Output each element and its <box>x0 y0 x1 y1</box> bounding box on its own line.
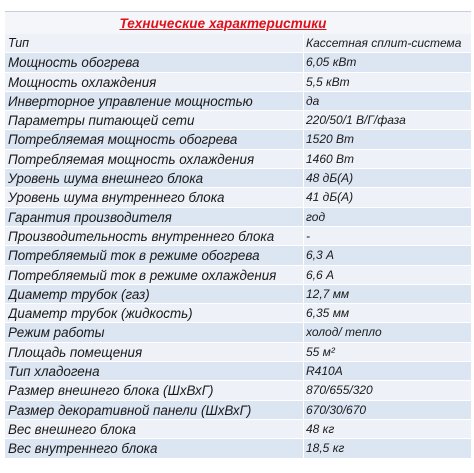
column-divider <box>303 323 304 342</box>
table-row <box>5 420 471 439</box>
parameter-value: 48 дБ(А) <box>306 171 354 186</box>
table-row <box>5 246 471 265</box>
column-divider <box>303 401 304 420</box>
parameter-value: 670/30/670 <box>306 402 367 417</box>
column-divider <box>303 420 304 439</box>
column-divider <box>303 439 304 458</box>
column-divider <box>303 150 304 169</box>
table-row <box>5 285 471 304</box>
table-row <box>5 401 471 420</box>
column-divider <box>303 266 304 285</box>
parameter-value: 41 дБ(А) <box>306 190 354 205</box>
parameter-value: холод/ тепло <box>306 325 382 340</box>
parameter-value: 220/50/1 В/Г/фаза <box>306 113 406 128</box>
table-row <box>5 323 471 342</box>
table-title: Технические характеристики <box>119 15 327 31</box>
parameter-value: Кассетная сплит-система <box>306 36 462 50</box>
parameter-name: Диаметр трубок (жидкость) <box>8 306 193 322</box>
table-row <box>5 150 471 169</box>
parameter-value: 6,3 А <box>306 248 335 263</box>
parameter-value: 55 м² <box>306 344 335 359</box>
spec-table <box>5 34 471 459</box>
parameter-name: Размер декоративной панели (ШхВхГ) <box>8 402 252 418</box>
parameter-name: Диаметр трубок (газ) <box>8 286 150 302</box>
parameter-value: R410A <box>306 364 343 379</box>
parameter-name: Гарантия производителя <box>8 209 172 225</box>
parameter-name: Вес внутреннего блока <box>8 441 158 457</box>
parameter-name: Мощность охлаждения <box>8 74 157 90</box>
parameter-name: Инверторное управление мощностью <box>8 93 253 109</box>
table-row <box>5 34 471 53</box>
parameter-value: 870/655/320 <box>306 383 373 398</box>
column-divider <box>303 73 304 92</box>
table-row <box>5 53 471 72</box>
table-row <box>5 73 471 92</box>
column-divider <box>303 246 304 265</box>
parameter-value: 6,35 мм <box>306 306 350 321</box>
parameter-name: Производительность внутреннего блока <box>8 228 275 244</box>
parameter-value: - <box>306 228 310 243</box>
column-divider <box>303 188 304 207</box>
parameter-name: Тип хладогена <box>8 364 100 380</box>
column-divider <box>303 381 304 400</box>
parameter-name: Тип <box>8 36 30 50</box>
column-divider <box>303 53 304 72</box>
table-row <box>5 439 471 458</box>
parameter-name: Потребляемая мощность обогрева <box>8 132 238 148</box>
column-divider <box>303 343 304 362</box>
parameter-value: 48 кг <box>306 421 335 436</box>
column-divider <box>303 208 304 227</box>
parameter-name: Потребляемый ток в режиме охлаждения <box>8 267 277 283</box>
parameter-name: Мощность обогрева <box>8 55 140 71</box>
parameter-value: 18,5 кг <box>306 441 345 456</box>
parameter-value: 12,7 мм <box>306 286 350 301</box>
parameter-value: 6,6 А <box>306 267 335 282</box>
title-row <box>5 11 471 35</box>
parameter-name: Потребляемый ток в режиме обогрева <box>8 248 260 264</box>
table-row <box>5 130 471 149</box>
table-row <box>5 208 471 227</box>
parameter-value: 1520 Вт <box>306 132 355 147</box>
table-row <box>5 111 471 130</box>
table-row <box>5 381 471 400</box>
column-divider <box>303 169 304 188</box>
parameter-name: Размер внешнего блока (ШхВхГ) <box>8 383 214 399</box>
table-row <box>5 304 471 323</box>
parameter-name: Режим работы <box>8 325 105 341</box>
column-divider <box>303 34 304 53</box>
parameter-name: Уровень шума внешнего блока <box>8 171 204 187</box>
table-row <box>5 169 471 188</box>
column-divider <box>303 304 304 323</box>
table-row <box>5 266 471 285</box>
column-divider <box>303 111 304 130</box>
column-divider <box>303 130 304 149</box>
parameter-value: 6,05 кВт <box>306 55 357 70</box>
parameter-value: 5,5 кВт <box>306 74 350 89</box>
parameter-name: Вес внешнего блока <box>8 421 137 437</box>
parameter-name: Параметры питающей сети <box>8 113 195 129</box>
column-divider <box>303 227 304 246</box>
table-row <box>5 188 471 207</box>
parameter-name: Уровень шума внутреннего блока <box>8 190 225 206</box>
table-row <box>5 227 471 246</box>
column-divider <box>303 362 304 381</box>
table-row <box>5 92 471 111</box>
table-row <box>5 362 471 381</box>
parameter-name: Потребляемая мощность охлаждения <box>8 151 255 167</box>
table-row <box>5 343 471 362</box>
parameter-value: да <box>306 93 320 108</box>
column-divider <box>303 285 304 304</box>
column-divider <box>303 92 304 111</box>
parameter-value: 1460 Вт <box>306 151 355 166</box>
parameter-name: Площадь помещения <box>8 344 143 360</box>
parameter-value: год <box>306 209 326 224</box>
